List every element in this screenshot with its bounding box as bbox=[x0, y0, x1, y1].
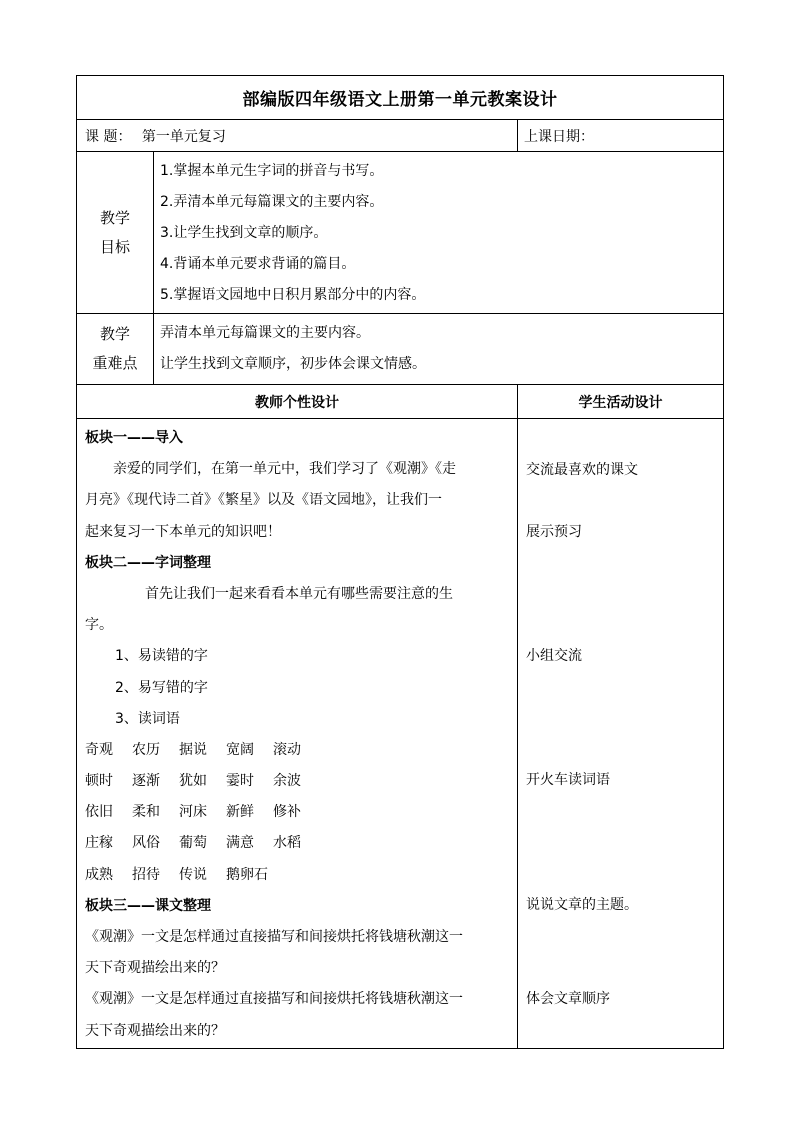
lesson-plan-sheet bbox=[76, 75, 723, 1049]
word-row bbox=[85, 766, 511, 797]
goal-item: 5.掌握语文园地中日积月累部分中的内容。 bbox=[160, 287, 426, 303]
goal-item: 1.掌握本单元生字词的拼音与书写。 bbox=[160, 163, 384, 179]
goals-list bbox=[154, 152, 724, 314]
goal-item: 3.让学生找到文章的顺序。 bbox=[160, 225, 328, 241]
section-1-title: 板块一——导入 bbox=[85, 430, 183, 446]
lesson-plan-table bbox=[76, 75, 724, 1049]
word: 庄稼 bbox=[85, 835, 113, 852]
word: 鹅卵石 bbox=[226, 866, 268, 883]
section-2-item: 3、读词语 bbox=[115, 710, 180, 727]
section-3-title: 板块三——课文整理 bbox=[85, 897, 211, 914]
section-2-intro: 首先让我们一起来看看本单元有哪些需要注意的生 bbox=[145, 585, 453, 602]
teacher-design-header: 教师个性设计 bbox=[77, 385, 518, 419]
key-points-list bbox=[154, 314, 724, 385]
word: 滚动 bbox=[273, 741, 301, 758]
goals-label bbox=[77, 152, 154, 314]
word: 葡萄 bbox=[179, 835, 207, 852]
activity-item: 交流最喜欢的课文 bbox=[526, 462, 638, 478]
goals-label-line-2: 目标 bbox=[99, 237, 130, 256]
word: 逐渐 bbox=[132, 773, 160, 790]
word: 犹如 bbox=[179, 773, 207, 790]
section-3-line: 天下奇观描绘出来的？ bbox=[85, 960, 225, 977]
section-1-line: 月亮》《现代诗二首》《繁星》以及《语文园地》，让我们一 bbox=[85, 492, 442, 509]
section-3-line: 《观潮》一文是怎样通过直接描写和间接烘托将钱塘秋潮这一 bbox=[85, 929, 463, 945]
section-2-intro: 字。 bbox=[85, 617, 113, 634]
class-date-label: 上课日期： bbox=[524, 128, 594, 145]
word: 奇观 bbox=[85, 741, 113, 758]
section-3-line: 《观潮》一文是怎样通过直接描写和间接烘托将钱塘秋潮这一 bbox=[85, 991, 463, 1008]
section-2-item: 2、易写错的字 bbox=[115, 679, 208, 696]
key-point-item: 让学生找到文章顺序，初步体会课文情感。 bbox=[160, 356, 426, 372]
word: 柔和 bbox=[132, 804, 160, 821]
word-row bbox=[85, 860, 511, 891]
topic-label: 课 题： bbox=[85, 128, 132, 145]
activity-item: 说说文章的主题。 bbox=[526, 897, 638, 913]
section-2-item: 1、易读错的字 bbox=[115, 648, 208, 665]
key-label-line-1: 教学 bbox=[99, 325, 130, 343]
word: 宽阔 bbox=[226, 741, 254, 758]
section-2-title: 板块二——字词整理 bbox=[85, 554, 211, 571]
word: 新鲜 bbox=[226, 804, 254, 821]
student-activity-header: 学生活动设计 bbox=[518, 385, 724, 419]
topic-cell bbox=[77, 120, 518, 152]
word-row bbox=[85, 797, 511, 828]
word: 风俗 bbox=[132, 835, 160, 852]
word: 据说 bbox=[179, 741, 207, 758]
word: 水稻 bbox=[273, 835, 301, 852]
section-3-line: 天下奇观描绘出来的？ bbox=[85, 1022, 225, 1039]
word-row bbox=[85, 828, 511, 859]
word: 农历 bbox=[132, 741, 160, 758]
word: 招待 bbox=[132, 866, 160, 883]
key-points-label bbox=[77, 314, 154, 385]
word-row bbox=[85, 735, 511, 766]
word: 满意 bbox=[226, 835, 254, 852]
word: 修补 bbox=[273, 804, 301, 821]
word: 依旧 bbox=[85, 804, 113, 821]
word: 余波 bbox=[273, 773, 301, 790]
activity-item: 开火车读词语 bbox=[526, 772, 610, 788]
goal-item: 4.背诵本单元要求背诵的篇目。 bbox=[160, 256, 356, 272]
section-1-line: 亲爱的同学们，在第一单元中，我们学习了《观潮》《走 bbox=[113, 461, 456, 478]
word: 顿时 bbox=[85, 773, 113, 790]
topic-value: 第一单元复习 bbox=[141, 128, 226, 145]
activity-item: 小组交流 bbox=[526, 648, 582, 664]
activity-item: 体会文章顺序 bbox=[526, 991, 610, 1007]
student-activity-content bbox=[518, 419, 724, 1049]
goal-item: 2.弄清本单元每篇课文的主要内容。 bbox=[160, 194, 384, 210]
document-title: 部编版四年级语文上册第一单元教案设计 bbox=[77, 76, 724, 120]
word: 成熟 bbox=[85, 866, 113, 883]
teacher-design-content bbox=[77, 419, 518, 1049]
key-label-line-2: 重难点 bbox=[92, 354, 138, 372]
class-date-cell bbox=[518, 120, 724, 152]
word: 传说 bbox=[179, 866, 207, 883]
word: 河床 bbox=[179, 804, 207, 821]
word: 霎时 bbox=[226, 773, 254, 790]
key-point-item: 弄清本单元每篇课文的主要内容。 bbox=[160, 325, 370, 341]
section-1-line: 起来复习一下本单元的知识吧！ bbox=[85, 523, 281, 540]
activity-item: 展示预习 bbox=[526, 524, 582, 540]
goals-label-line-1: 教学 bbox=[99, 208, 130, 227]
